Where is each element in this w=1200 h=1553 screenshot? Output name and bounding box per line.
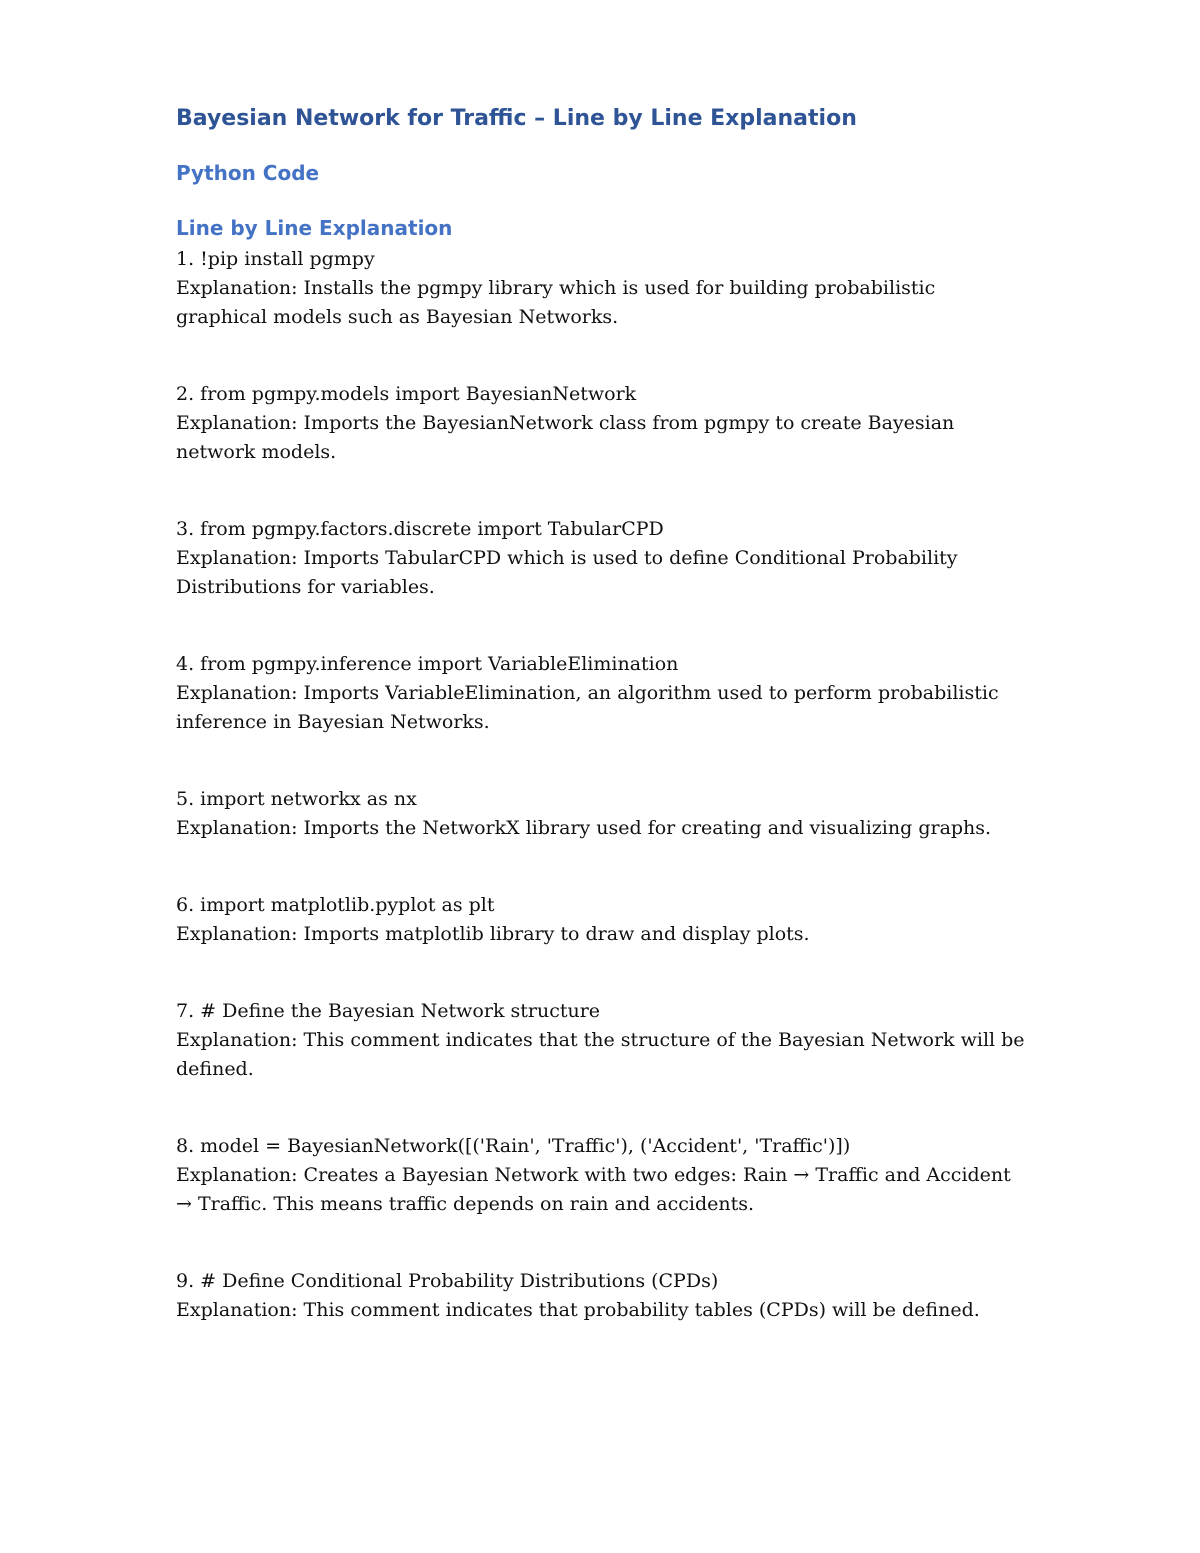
list-item — [176, 380, 1026, 467]
python-code-heading: Python Code — [176, 161, 320, 185]
explanation-list — [176, 245, 1026, 1325]
code-line: 2. from pgmpy.models import BayesianNetwork — [176, 383, 637, 405]
document-title: Bayesian Network for Traffic – Line by Line Explanation — [176, 106, 857, 131]
code-explanation: Explanation: Imports the NetworkX library used for creating and visualizing graphs. — [176, 817, 992, 839]
code-explanation: Explanation: Imports matplotlib library to draw and display plots. — [176, 923, 810, 945]
code-explanation: Explanation: Imports VariableElimination, an algorithm used to perform probabilistic inference in Bayesian Networks. — [176, 682, 999, 733]
code-explanation: Explanation: Creates a Bayesian Network with two edges: Rain → Traffic and Accident → Traffic. This means traffic depends on rain and accidents. — [176, 1164, 1011, 1215]
code-line: 4. from pgmpy.inference import VariableElimination — [176, 653, 679, 675]
list-item — [176, 515, 1026, 602]
list-item — [176, 1132, 1026, 1219]
code-explanation: Explanation: This comment indicates that the structure of the Bayesian Network will be defined. — [176, 1029, 1025, 1080]
list-item — [176, 650, 1026, 737]
code-line: 9. # Define Conditional Probability Distributions (CPDs) — [176, 1270, 719, 1292]
code-explanation: Explanation: Imports the BayesianNetwork class from pgmpy to create Bayesian network models. — [176, 412, 955, 463]
code-line: 8. model = BayesianNetwork([('Rain', 'Traffic'), ('Accident', 'Traffic')]) — [176, 1135, 851, 1157]
document-content — [176, 100, 1026, 1325]
code-explanation: Explanation: Imports TabularCPD which is used to define Conditional Probability Distributions for variables. — [176, 547, 958, 598]
list-item — [176, 891, 1026, 949]
list-item — [176, 785, 1026, 843]
code-explanation: Explanation: Installs the pgmpy library which is used for building probabilistic graphical models such as Bayesian Networks. — [176, 277, 936, 328]
code-explanation: Explanation: This comment indicates that probability tables (CPDs) will be defined. — [176, 1299, 980, 1321]
code-line: 6. import matplotlib.pyplot as plt — [176, 894, 495, 916]
list-item — [176, 997, 1026, 1084]
code-line: 3. from pgmpy.factors.discrete import TabularCPD — [176, 518, 664, 540]
line-by-line-heading: Line by Line Explanation — [176, 216, 453, 240]
list-item — [176, 1267, 1026, 1325]
code-line: 7. # Define the Bayesian Network structure — [176, 1000, 601, 1022]
code-line: 5. import networkx as nx — [176, 788, 417, 810]
list-item — [176, 245, 1026, 332]
code-line: 1. !pip install pgmpy — [176, 248, 375, 270]
